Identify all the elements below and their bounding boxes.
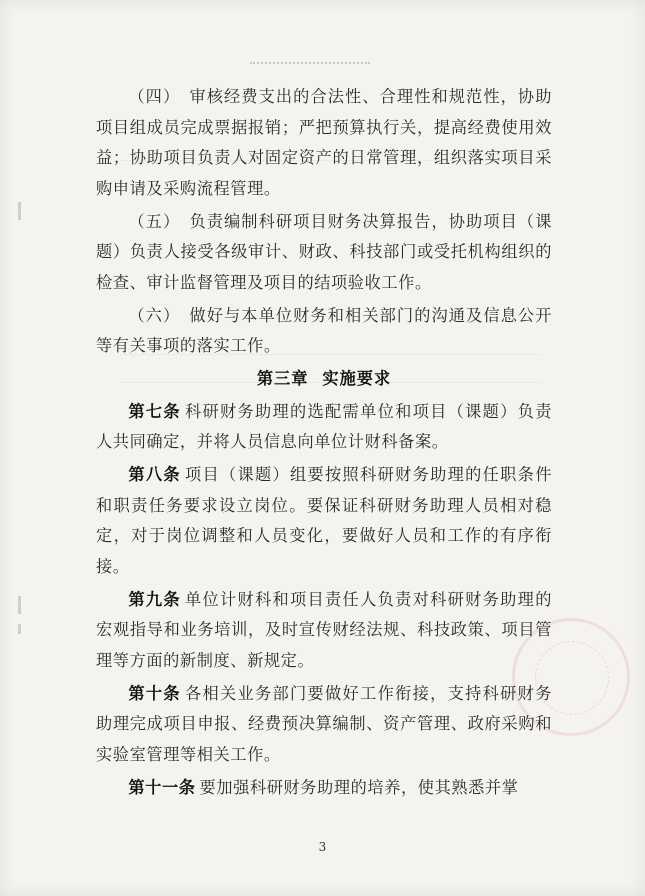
article-text: 科研财务助理的选配需单位和项目（课题）负责人共同确定，并将人员信息向单位计财科备案。: [96, 401, 552, 451]
article-label: 第九条: [128, 589, 181, 609]
article-text: 各相关业务部门要做好工作衔接，支持科研财务助理完成项目申报、经费预决算编制、资产管理、政府采购和实验室管理等相关工作。: [96, 683, 552, 764]
article-text: 要加强科研财务助理的培养，使其熟悉并掌: [199, 777, 519, 797]
chapter-number: 第三章: [256, 369, 309, 388]
article-text: 单位计财科和项目责任人负责对科研财务助理的宏观指导和业务培训，及时宣传财经法规、科技政策、项目管理等方面的新制度、新规定。: [96, 589, 552, 670]
document-body: [96, 82, 552, 806]
binding-mark: [18, 202, 21, 220]
header-smudge: [250, 54, 370, 64]
paragraph-text: （五） 负责编制科研项目财务决算报告，协助项目（课题）负责人接受各级审计、财政、科技部门或受托机构组织的检查、审计监督管理及项目的结项验收工作。: [96, 211, 552, 292]
article-nine: [96, 585, 552, 677]
article-seven: [96, 397, 552, 458]
item-paragraph-4: [96, 82, 552, 204]
article-ten: [96, 679, 552, 771]
chapter-title: 实施要求: [322, 369, 392, 388]
binding-mark: [18, 596, 21, 614]
paragraph-text: （四） 审核经费支出的合法性、合理性和规范性，协助项目组成员完成票据报销；严把预算执行关，提高经费使用效益；协助项目负责人对固定资产的日常管理，组织落实项目采购申请及采购流程管理。: [96, 87, 552, 198]
article-label: 第十条: [128, 683, 181, 703]
article-eight: [96, 460, 552, 582]
paragraph-text: （六） 做好与本单位财务和相关部门的沟通及信息公开等有关事项的落实工作。: [96, 305, 552, 355]
page-number: 3: [318, 840, 327, 854]
article-text: 项目（课题）组要按照科研财务助理的任职条件和职责任务要求设立岗位。要保证科研财务助理人员相对稳定，对于岗位调整和人员变化，要做好人员和工作的有序衔接。: [96, 465, 552, 576]
item-paragraph-6: [96, 301, 552, 362]
binding-mark: [18, 624, 21, 634]
article-label: 第十一条: [128, 777, 196, 797]
item-paragraph-5: [96, 207, 552, 299]
article-label: 第八条: [128, 465, 181, 484]
chapter-heading: [96, 364, 552, 395]
article-eleven: [96, 773, 552, 804]
article-label: 第七条: [128, 401, 181, 421]
